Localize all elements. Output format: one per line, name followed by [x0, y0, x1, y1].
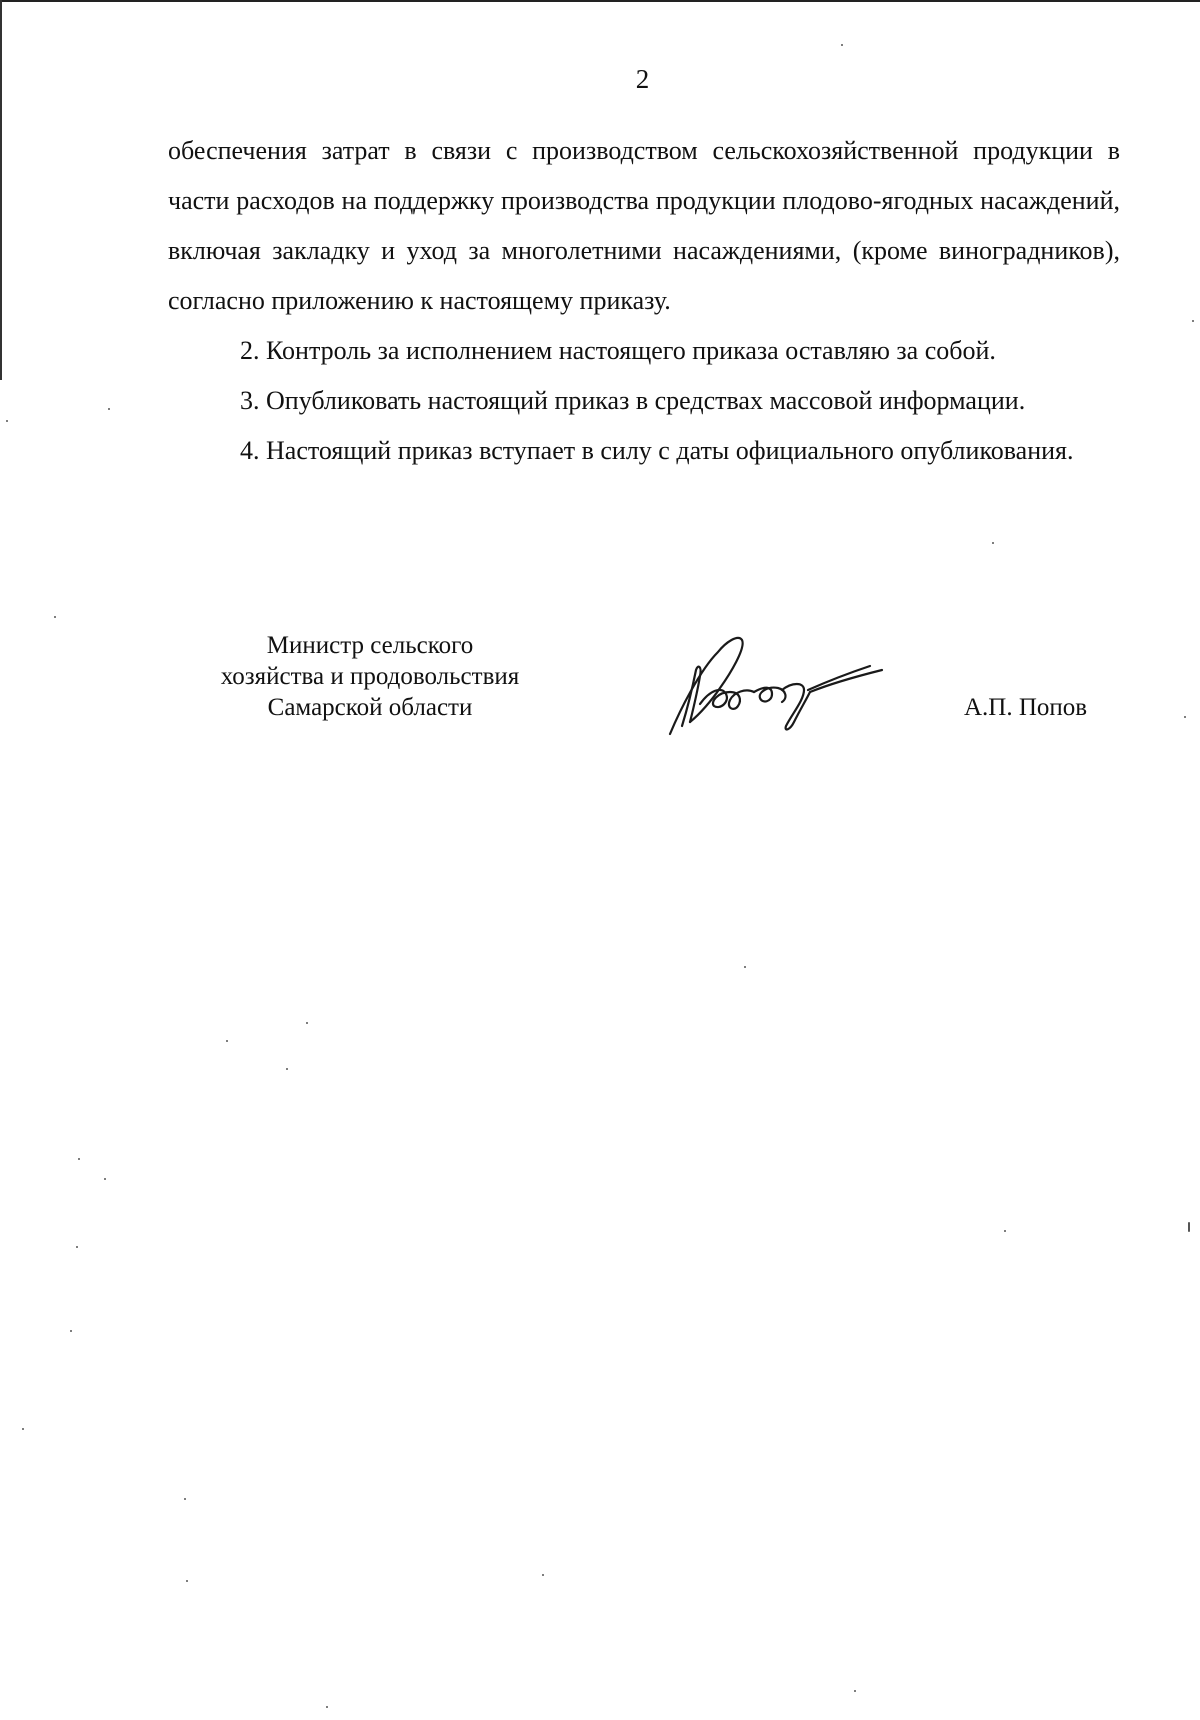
scan-top-edge — [0, 0, 1200, 2]
signatory-title — [160, 630, 580, 723]
signatory-title-line-2: хозяйства и продовольствия — [220, 663, 520, 690]
scan-speck — [226, 1040, 228, 1042]
scan-speck — [78, 1158, 80, 1160]
scan-speck — [108, 408, 110, 410]
scan-speck — [286, 1068, 288, 1070]
scan-speck — [184, 1498, 186, 1500]
scan-speck — [992, 542, 994, 544]
scan-speck — [854, 1690, 856, 1692]
scan-speck — [1192, 320, 1194, 322]
signatory-title-line-1: Министр сельского — [266, 632, 474, 659]
page-number: 2 — [635, 64, 650, 94]
signatory-title-line-3: Самарской области — [267, 694, 473, 721]
scan-speck — [22, 1428, 24, 1430]
scan-speck — [744, 966, 746, 968]
scan-left-edge — [0, 0, 2, 380]
handwritten-signature — [660, 630, 890, 740]
scan-speck — [326, 1706, 328, 1708]
scan-speck — [1188, 1222, 1190, 1232]
scan-speck — [1184, 716, 1186, 718]
paragraph-4-effective: 4. Настоящий приказ вступает в силу с даты официального опубликования. — [240, 436, 1074, 465]
body-text — [168, 126, 1120, 476]
paragraph-1-continuation: обеспечения затрат в связи с производством сельскохозяйственной продукции в части расходов на поддержку производства продукции плодово-ягодных насаждений, включая закладку и уход за многолетними насаждениями, (кроме виноградников), согласно приложению к настоящему приказу. — [168, 136, 1120, 315]
signer-name: А.П. Попов — [964, 694, 1088, 721]
paragraph-2-control: 2. Контроль за исполнением настоящего приказа оставляю за собой. — [240, 336, 996, 365]
scan-speck — [306, 1022, 308, 1024]
scan-speck — [6, 420, 8, 422]
paragraph-3-publish: 3. Опубликовать настоящий приказ в средствах массовой информации. — [240, 386, 1026, 415]
scan-speck — [841, 44, 843, 46]
scan-speck — [54, 616, 56, 618]
scan-speck — [542, 1574, 544, 1576]
scan-speck — [1004, 1230, 1006, 1232]
scan-speck — [76, 1246, 78, 1248]
scan-speck — [70, 1330, 72, 1332]
scan-speck — [104, 1178, 106, 1180]
scan-speck — [186, 1580, 188, 1582]
